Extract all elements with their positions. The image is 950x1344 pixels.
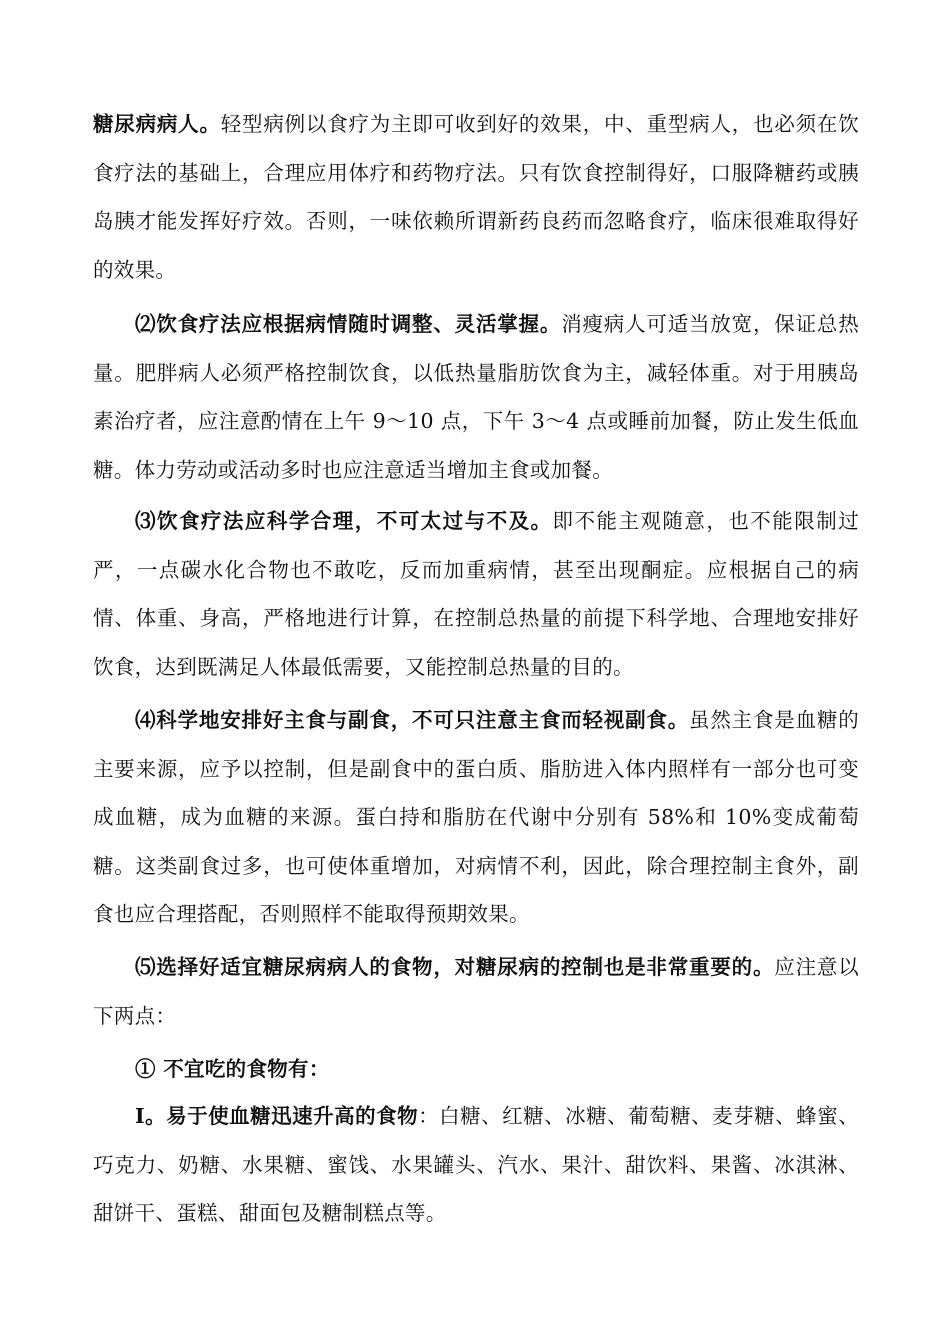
paragraph-2-heading: ⑵饮食疗法应根据病情随时调整、灵活掌握。 — [135, 312, 562, 336]
paragraph-5 — [93, 943, 859, 1040]
paragraph-2 — [93, 300, 859, 494]
paragraph-7-heading: Ⅰ。易于使血糖迅速升高的食物 — [135, 1104, 419, 1128]
paragraph-3 — [93, 497, 859, 691]
paragraph-3-heading: ⑶饮食疗法应科学合理，不可太过与不及。 — [135, 509, 553, 533]
paragraph-5-body: 应注意以下两点： — [93, 955, 860, 1028]
paragraph-4-body: 虽然主食是血糖的主要来源，应予以控制，但是副食中的蛋白质、脂肪进入体内照样有一部分也可变成血糖，成为血糖的来源。蛋白持和脂肪在代谢中分别有 58%和 10%变成葡萄糖。这类副食过多，也可使体重增加，对病情不利，因此，除合理控制主食外，副食也应合理搭配，否则照样不能取得预期效果。 — [93, 708, 859, 926]
paragraph-5-heading: ⑸选择好适宜糖尿病病人的食物，对糖尿病的控制也是非常重要的。 — [135, 955, 775, 979]
paragraph-1-heading: 糖尿病病人。 — [93, 112, 221, 136]
paragraph-6-heading: ① 不宜吃的食物有： — [135, 1057, 330, 1081]
paragraph-2-body: 消瘦病人可适当放宽，保证总热量。肥胖病人必须严格控制饮食，以低热量脂肪饮食为主，减轻体重。对于用胰岛素治疗者，应注意酌情在上午 9～10 点，下午 3～4 点或睡前加餐，防止发生低血糖。体力劳动或活动多时也应注意适当增加主食或加餐。 — [93, 312, 860, 482]
paragraph-1-body: 轻型病例以食疗为主即可收到好的效果，中、重型病人，也必须在饮食疗法的基础上，合理应用体疗和药物疗法。只有饮食控制得好，口服降糖药或胰岛胰才能发挥好疗效。否则，一味依赖所谓新药良药而忽略食疗，临床很难取得好的效果。 — [93, 112, 859, 282]
paragraph-1 — [93, 100, 859, 294]
paragraph-4-heading: ⑷科学地安排好主食与副食，不可只注意主食而轻视副食。 — [135, 708, 690, 732]
paragraph-7-body: ：白糖、红糖、冰糖、葡萄糖、麦芽糖、蜂蜜、巧克力、奶糖、水果糖、蜜饯、水果罐头、汽水、果汁、甜饮料、果酱、冰淇淋、甜饼干、蛋糕、甜面包及糖制糕点等。 — [93, 1104, 859, 1225]
paragraph-6 — [135, 1045, 859, 1094]
paragraph-4 — [93, 696, 859, 939]
paragraph-3-body: 即不能主观随意，也不能限制过严，一点碳水化合物也不敢吃，反而加重病情，甚至出现酮症。应根据自己的病情、体重、身高，严格地进行计算，在控制总热量的前提下科学地、合理地安排好饮食，达到既满足人体最低需要，又能控制总热量的目的。 — [93, 509, 860, 679]
paragraph-7 — [93, 1092, 859, 1238]
